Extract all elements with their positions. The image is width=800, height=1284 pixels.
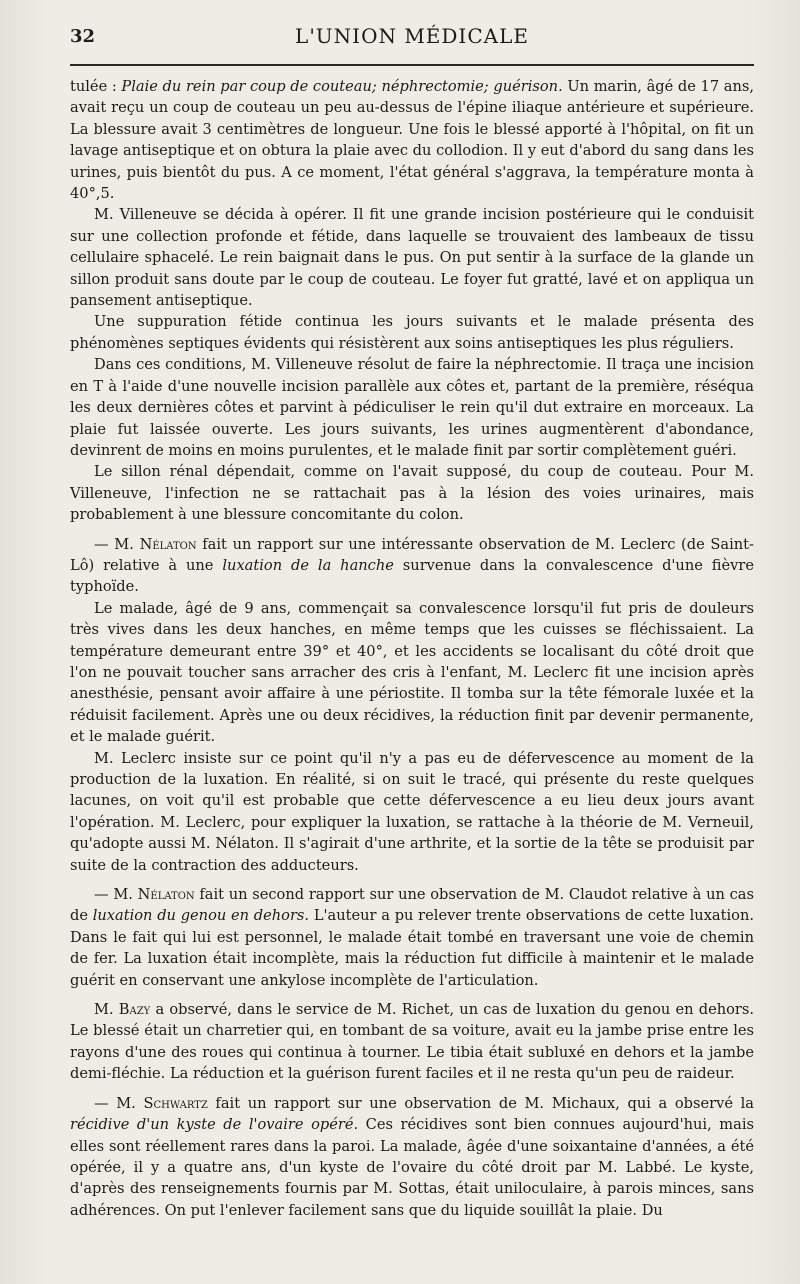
italic-run: Plaie du rein par coup de couteau; néphrectomie; guérison.: [121, 78, 563, 95]
paragraph: [70, 354, 754, 461]
article-body: [70, 76, 754, 1221]
text-run: M.: [94, 1001, 119, 1019]
paragraph: [70, 311, 754, 354]
text-run: — M.: [94, 1094, 144, 1112]
page-header: [70, 22, 754, 52]
paragraph: [70, 534, 754, 598]
text-run: Le malade, âgé de 9 ans, commençait sa convalescence lorsqu'il fut pris de douleurs très vives dans les deux hanches, en même temps que les cuisses se fléchissaient. La température demeurant entre 39° et 40°, et les accidents se localisant du côté droit que l'on ne pouvait toucher sans arracher des cris à l'enfant, M. Leclerc fit une incision après anesthésie, pensant avoir affaire à une périostite. Il tomba sur la tête fémorale luxée et la réduisit facilement. Après une ou deux récidives, la réduction finit par devenir permanente, et le malade guérit.: [70, 599, 754, 746]
text-run: fait un rapport sur une observation de M. Michaux, qui a observé la: [207, 1094, 754, 1112]
author-name: Nélaton: [137, 886, 195, 904]
text-run: — M.: [94, 535, 140, 553]
text-run: fait un second rapport sur une observation de M. Claudot relative à un cas de: [70, 886, 754, 925]
paragraph: [70, 999, 754, 1085]
text-run: L'auteur a pu relever trente observations de cette luxation. Dans le fait qui lui est personnel, le malade était tombé en traversant une voie de chemin de fer. La luxation était incomplète, mais la réduction fut difficile à maintenir et le malade guérit en conservant une ankylose incomplète de l'articulation.: [70, 907, 754, 989]
text-run: Une suppuration fétide continua les jours suivants et le malade présenta des phénomènes septiques évidents qui résistèrent aux soins antiseptiques les plus réguliers.: [70, 313, 754, 352]
text-run: fait un rapport sur une intéressante observation de M. Leclerc (de Saint-Lô) relative à une: [70, 535, 754, 574]
italic-run: récidive d'un kyste de l'ovaire opéré.: [70, 1116, 359, 1134]
paragraph: [70, 598, 754, 748]
text-run: Ces récidives sont bien connues aujourd'hui, mais elles sont réellement rares dans la paroi. La malade, âgée d'une soixantaine d'années, a été opérée, il y a quatre ans, d'un kyste de l'ovaire du côté droit par M. Labbé. Le kyste, d'après des renseignements fournis par M. Sottas, était uniloculaire, à parois minces, sans adhérences. On put l'enlever facilement sans que du liquide souillât la plaie. Du: [70, 1116, 754, 1219]
page-number: 32: [70, 26, 96, 47]
header-rule: [70, 64, 754, 66]
italic-run: luxation du genou en dehors.: [92, 907, 310, 925]
paragraph: [70, 76, 754, 204]
text-run: M. Leclerc insiste sur ce point qu'il n'y a pas eu de défervescence au moment de la production de la luxation. En réalité, si on suit le tracé, qui présente du reste quelques lacunes, on voit qu'il est probable que cette défervescence a eu lieu deux jours avant l'opération. M. Leclerc, pour expliquer la luxation, se rattache à la théorie de M. Verneuil, qu'adopte aussi M. Nélaton. Il s'agirait d'une arthrite, et la sortie de la tête se produisit par suite de la contraction des adducteurs.: [70, 749, 754, 874]
text-run: survenue dans la convalescence d'une fièvre typhoïde.: [70, 556, 754, 596]
paragraph: [70, 204, 754, 311]
text-run: tulée :: [70, 78, 122, 95]
italic-run: luxation de la hanche: [222, 556, 394, 574]
paragraph: [70, 1093, 754, 1221]
author-name: Nélaton: [139, 535, 197, 553]
text-run: Dans ces conditions, M. Villeneuve résolut de faire la néphrectomie. Il traça une incision en T à l'aide d'une nouvelle incision parallèle aux côtes et, partant de la première, réséqua les deux dernières côtes et parvint à pédiculiser le rein qu'il dut extraire en morceaux. La plaie fut laissée ouverte. Les jours suivants, les urines augmentèrent d'abondance, devinrent de moins en moins purulentes, et le malade finit par sortir complètement guéri.: [70, 356, 754, 459]
text-run: M. Villeneuve se décida à opérer. Il fit une grande incision postérieure qui le conduisit sur une collection profonde et fétide, dans laquelle se trouvaient des lambeaux de tissu cellulaire sphacelé. Le rein baignait dans le pus. On put sentir à la surface de la glande un sillon produit sans doute par le coup de couteau. Le foyer fut gratté, lavé et on appliqua un pansement antiseptique.: [70, 206, 754, 310]
running-title: L'UNION MÉDICALE: [295, 24, 529, 48]
author-name: Schwartz: [143, 1094, 208, 1112]
text-run: a observé, dans le service de M. Richet, un cas de luxation du genou en dehors. Le blessé était un charretier qui, en tombant de sa voiture, avait eu la jambe prise entre les rayons d'une des roues qui continua à tourner. Le tibia était subluxé en dehors et la jambe demi-fléchie. La réduction et la guérison furent faciles et il ne resta qu'un peu de raideur.: [70, 1001, 754, 1083]
paragraph: [70, 884, 754, 991]
text-run: — M.: [94, 886, 138, 904]
author-name: Bazy: [118, 1001, 151, 1019]
paragraph: [70, 748, 754, 876]
text-run: Un marin, âgé de 17 ans, avait reçu un coup de couteau un peu au-dessus de l'épine iliaque antérieure et supérieure. La blessure avait 3 centimètres de longueur. Une fois le blessé apporté à l'hôpital, on fit un lavage antiseptique et on obtura la plaie avec du collodion. Il y eut d'abord du sang dans les urines, puis bientôt du pus. A ce moment, l'état général s'aggrava, la température monta à 40°,5.: [70, 78, 754, 203]
text-run: Le sillon rénal dépendait, comme on l'avait supposé, du coup de couteau. Pour M. Villeneuve, l'infection ne se rattachait pas à la lésion des voies urinaires, mais probablement à une blessure concomitante du colon.: [70, 463, 754, 524]
paragraph: [70, 461, 754, 525]
